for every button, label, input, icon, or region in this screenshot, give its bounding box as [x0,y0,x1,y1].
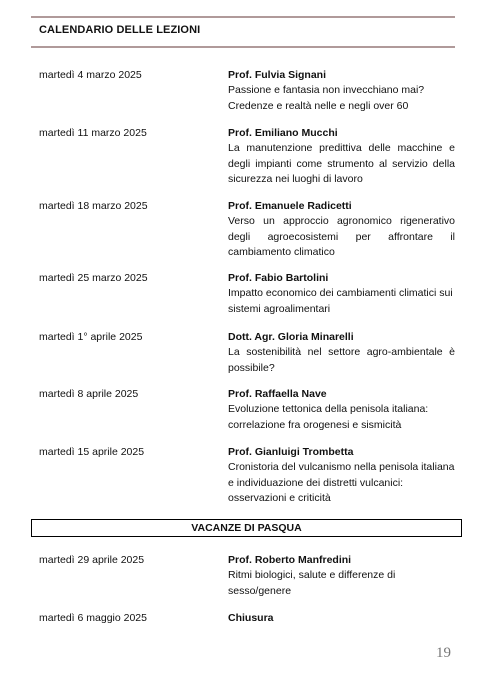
lecture-topic: La sostenibilità nel settore agro-ambientale è possibile? [228,346,455,374]
lecture-speaker: Prof. Emanuele Radicetti [228,200,352,212]
lecture-topic: Passione e fantasia non invecchiano mai? Credenze e realtà nelle e negli over 60 [228,84,425,112]
holiday-banner: VACANZE DI PASQUA [31,519,462,537]
lecture-date: martedì 11 marzo 2025 [39,127,147,139]
lecture-speaker: Prof. Gianluigi Trombetta [228,446,354,458]
lecture-speaker: Prof. Raffaella Nave [228,388,327,400]
page-title: CALENDARIO DELLE LEZIONI [39,24,201,36]
lecture-date: martedì 6 maggio 2025 [39,612,147,624]
lecture-topic: La manutenzione predittiva delle macchine e degli impianti come strumento al servizio della sicurezza nei luoghi di lavoro [228,142,455,185]
closing-label: Chiusura [228,612,274,624]
lecture-date: martedì 15 aprile 2025 [39,446,145,458]
header-rule [31,46,455,48]
lecture-topic: Impatto economico dei cambiamenti climatici sui sistemi agroalimentari [228,287,453,315]
lecture-date: martedì 1° aprile 2025 [39,331,143,343]
lecture-date: martedì 4 marzo 2025 [39,69,142,81]
lecture-speaker: Prof. Roberto Manfredini [228,554,352,566]
lecture-topic: Cronistoria del vulcanismo nella penisola italiana e individuazione dei distretti vulcanici: osservazioni e criticità [228,461,455,504]
top-rule [31,16,455,18]
lecture-topic: Verso un approccio agronomico rigenerativo degli agroecosistemi per affrontare il cambiamento climatico [228,215,455,258]
lecture-date: martedì 29 aprile 2025 [39,554,145,566]
lecture-speaker: Prof. Fulvia Signani [228,69,327,81]
lecture-date: martedì 18 marzo 2025 [39,200,148,212]
lecture-topic: Ritmi biologici, salute e differenze di sesso/genere [228,569,396,597]
lecture-speaker: Dott. Agr. Gloria Minarelli [228,331,354,343]
page-number: 19 [436,645,451,661]
lecture-speaker: Prof. Fabio Bartolini [228,272,329,284]
lecture-date: martedì 25 marzo 2025 [39,272,148,284]
lecture-speaker: Prof. Emiliano Mucchi [228,127,338,139]
lecture-date: martedì 8 aprile 2025 [39,388,139,400]
lecture-topic: Evoluzione tettonica della penisola italiana: correlazione fra orogenesi e sismicità [228,403,429,431]
